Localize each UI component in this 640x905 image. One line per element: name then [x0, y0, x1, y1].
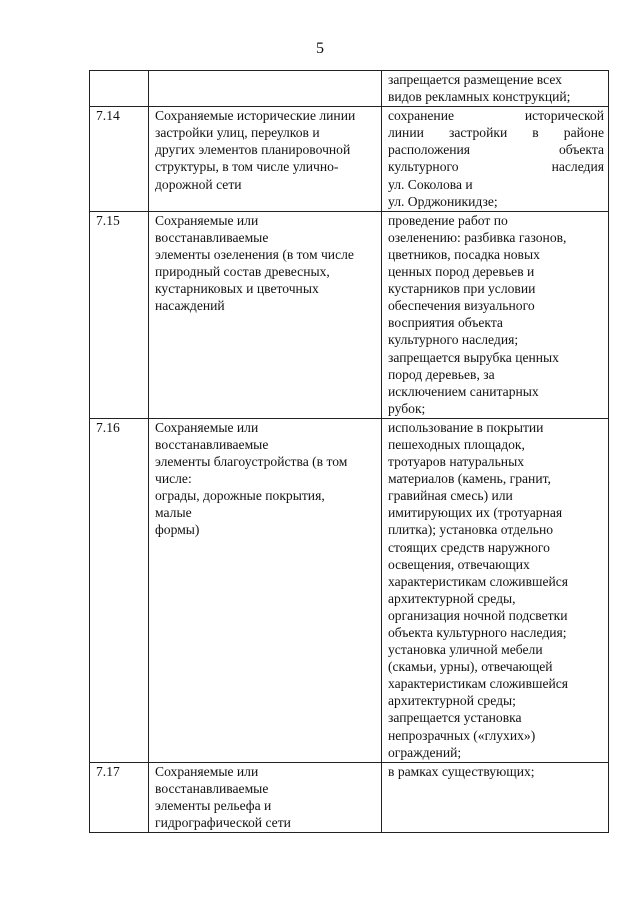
requirement-text-line: озеленению: разбивка газонов, — [388, 229, 567, 245]
requirement-text-line: ул. Орджоникидзе; — [388, 193, 498, 209]
element-cell — [149, 211, 382, 418]
requirement-text-line: освещения, отвечающих — [388, 556, 530, 572]
element-text-line: структуры, в том числе улично- — [155, 159, 339, 175]
element-text-line: Сохраняемые или — [155, 419, 259, 435]
element-text-line: элементы рельефа и — [155, 797, 272, 813]
requirement-text-line: восприятия объекта — [388, 315, 503, 331]
requirement-text-line: тротуаров натуральных — [388, 454, 524, 470]
element-text-line: восстанавливаемые — [155, 436, 269, 452]
requirement-text-line: пешеходных площадок, — [388, 436, 525, 452]
requirement-text-line: ценных пород деревьев и — [388, 264, 535, 280]
item-number-cell: 7.15 — [90, 211, 149, 418]
element-text-line: дорожной сети — [155, 176, 242, 192]
requirement-text-line: кустарников при условии — [388, 281, 536, 297]
requirement-text-line: характеристикам сложившейся — [388, 676, 569, 692]
element-text-line: природный состав древесных, — [155, 264, 330, 280]
requirement-text-line: обеспечения визуального — [388, 298, 535, 314]
element-text-line: Сохраняемые или — [155, 763, 259, 779]
requirement-cell — [382, 418, 609, 762]
requirement-text-line: установка уличной мебели — [388, 642, 543, 658]
requirement-text-line: характеристикам сложившейся — [388, 573, 569, 589]
requirement-text-line: культурного наследия; — [388, 332, 519, 348]
element-text-line: числе: — [155, 471, 192, 487]
requirement-cell — [382, 762, 609, 832]
requirement-text-line: организация ночной подсветки — [388, 607, 568, 623]
requirement-text-line: архитектурной среды; — [388, 693, 516, 709]
requirement-text-line: рубок; — [388, 400, 426, 416]
requirement-text-line: расположения объекта — [388, 142, 604, 158]
requirement-text-line: архитектурной среды, — [388, 590, 516, 606]
requirement-text-line: имитирующих их (тротуарная — [388, 505, 563, 521]
item-number-cell: 7.14 — [90, 107, 149, 212]
requirement-text-line: материалов (камень, гранит, — [388, 471, 551, 487]
requirement-text-line: использование в покрытии — [388, 419, 544, 435]
element-text-line: кустарниковых и цветочных — [155, 281, 319, 297]
table-body — [90, 71, 609, 833]
requirement-text-line: видов рекламных конструкций; — [388, 89, 571, 105]
element-cell — [149, 418, 382, 762]
element-text-line: элементы благоустройства (в том — [155, 454, 348, 470]
element-cell — [149, 107, 382, 212]
regulations-table — [89, 70, 609, 833]
requirement-text-line: проведение работ по — [388, 212, 508, 228]
requirement-text-line: непрозрачных («глухих») — [388, 727, 536, 743]
requirement-text-line: сохранение исторической — [388, 108, 604, 124]
requirement-text-line: цветников, посадка новых — [388, 246, 540, 262]
element-text-line: Сохраняемые или — [155, 212, 259, 228]
page-number: 5 — [316, 40, 324, 57]
item-number-cell: 7.16 — [90, 418, 149, 762]
requirement-text-line: плитка); установка отдельно — [388, 522, 554, 538]
requirement-text-line: культурного наследия — [388, 159, 604, 175]
element-text-line: ограды, дорожные покрытия, — [155, 488, 325, 504]
requirement-text-line: линии застройки в районе — [388, 125, 604, 141]
requirement-text-line: исключением санитарных — [388, 383, 539, 399]
table-row — [90, 71, 609, 107]
table-row — [90, 211, 609, 418]
requirement-text-line: объекта культурного наследия; — [388, 625, 567, 640]
requirement-cell — [382, 211, 609, 418]
requirement-text-line: гравийная смесь) или — [388, 488, 513, 504]
element-text-line: восстанавливаемые — [155, 229, 269, 245]
table-row — [90, 418, 609, 762]
item-number-cell: 7.17 — [90, 762, 149, 832]
requirement-text-line: стоящих средств наружного — [388, 539, 550, 555]
element-text-line: малые — [155, 505, 192, 521]
element-text-line: Сохраняемые исторические линии — [155, 108, 356, 124]
requirement-text-line: пород деревьев, за — [388, 366, 495, 382]
item-number-cell — [90, 71, 149, 107]
table-row — [90, 762, 609, 832]
requirement-text-line: в рамках существующих; — [388, 763, 535, 779]
requirement-text-line: запрещается установка — [388, 710, 522, 726]
element-text-line: формы) — [155, 522, 200, 538]
requirement-text-line: запрещается вырубка ценных — [388, 349, 559, 365]
requirement-cell — [382, 107, 609, 212]
requirement-cell — [382, 71, 609, 107]
element-cell — [149, 71, 382, 107]
element-text-line: застройки улиц, переулков и — [155, 125, 320, 141]
requirement-text-line: (скамьи, урны), отвечающей — [388, 659, 553, 675]
element-text-line: других элементов планировочной — [155, 142, 351, 158]
element-text-line: насаждений — [155, 298, 225, 314]
requirement-text-line: ограждений; — [388, 744, 462, 760]
element-text-line: восстанавливаемые — [155, 780, 269, 796]
element-text-line: гидрографической сети — [155, 815, 291, 831]
element-text-line: элементы озеленения (в том числе — [155, 246, 354, 262]
element-cell — [149, 762, 382, 832]
requirement-text-line: ул. Соколова и — [388, 176, 473, 192]
requirement-text-line: запрещается размещение всех — [388, 72, 562, 87]
table-row — [90, 107, 609, 212]
